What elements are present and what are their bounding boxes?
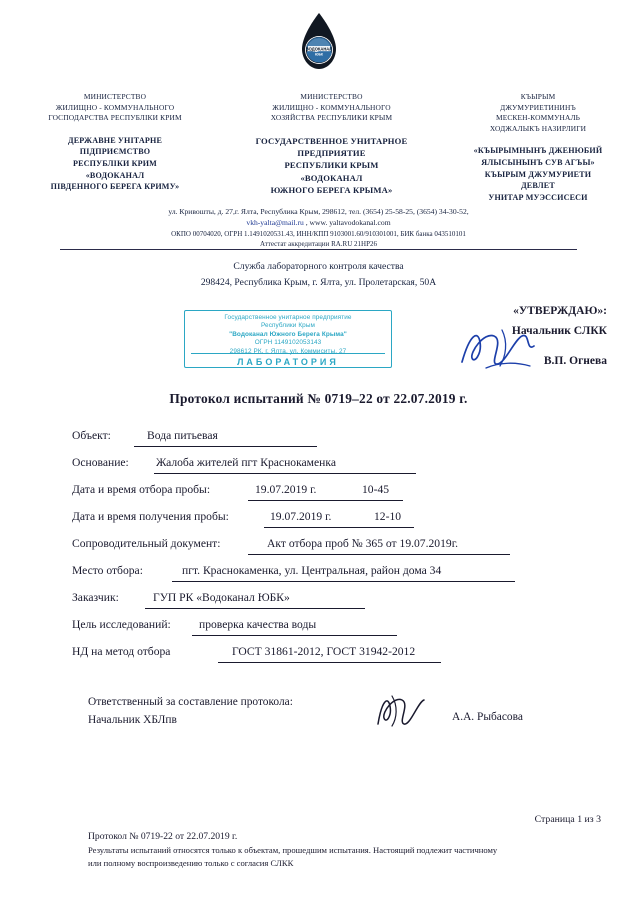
- enterprise-line-2: ЯЛЫСЫНЫНЪ СУВ АГЪЫ»: [481, 157, 595, 167]
- enterprise-line-1: «КЪЫРЫМНЫНЪ ДЖЕНЮБИЙ: [473, 146, 603, 156]
- stamp-line-4: ОГРН 1149102053143: [254, 339, 322, 347]
- enterprise-line-1: ДЕРЖАВНЕ УНІТАРНЕ: [67, 135, 162, 145]
- enterprise-line-2: ПІДПРИЄМСТВО: [79, 147, 151, 157]
- enterprise-line-4: ДЕВЛЕТ: [521, 181, 555, 191]
- contact-address: ул. Кривошты, д. 27,г. Ялта, Республика Крым, 298612, тел. (3654) 25-58-25, (3654) 34-30-52,: [168, 207, 469, 216]
- approval-title: «УТВЕРЖДАЮ»:: [513, 305, 607, 317]
- contact-email-line: [0, 217, 637, 228]
- company-logo: [0, 12, 637, 76]
- field-value: 19.07.2019 г.: [255, 483, 317, 496]
- field-value: ГУП РК «Водоканал ЮБК»: [153, 591, 290, 604]
- enterprise-line-5: ПІВДЕННОГО БЕРЕГА КРИМУ»: [50, 182, 180, 192]
- enterprise-line-5: ЮЖНОГО БЕРЕГА КРЫМА»: [270, 185, 393, 196]
- lab-service-block: [0, 259, 637, 291]
- ministry-line-2: ДЖУМУРИЕТИНИНЪ: [500, 102, 576, 112]
- enterprise-line-3: КЪЫРЫМ ДЖУМУРИЕТИ: [484, 169, 592, 179]
- ministry-line-3: МЕСКЕН-КОММУНАЛЬ: [495, 113, 581, 123]
- stamp-label: ЛАБОРАТОРИЯ: [237, 357, 339, 368]
- responsible-position: Начальник ХБЛпв: [88, 713, 177, 726]
- field-label: Сопроводительный документ:: [72, 537, 221, 550]
- field-row: [72, 454, 566, 481]
- contact-requisites: ОКПО 00704020, ОГРН 1.1491020531.43, ИНН/КПП 9103001.60/910301001, БИК банка 043510101: [171, 229, 466, 238]
- field-label: Место отбора:: [72, 564, 143, 577]
- field-label: Объект:: [72, 429, 111, 442]
- lab-service-address: 298424, Республика Крым, г. Ялта, ул. Пролетарская, 50А: [200, 276, 437, 288]
- field-row: [72, 643, 566, 670]
- field-value-time: 12-10: [374, 510, 402, 523]
- footer-note-line-2: или полному воспроизведению только с согласия СЛКК: [88, 858, 294, 869]
- water-drop-emblem-icon: [290, 12, 348, 76]
- enterprise-line-1: ГОСУДАРСТВЕННОЕ УНИТАРНОЕ: [255, 135, 408, 146]
- responsible-name: А.А. Рыбасова: [452, 711, 523, 723]
- responsible-block: [88, 694, 293, 729]
- responsible-signature: [370, 690, 430, 730]
- field-value: Акт отбора проб № 365 от 19.07.2019г.: [267, 537, 459, 550]
- website-text: , www. yaltavodokanal.com: [303, 218, 391, 228]
- ministry-line-1: МИНИСТЕРСТВО: [83, 92, 147, 101]
- field-value: пгт. Краснокаменка, ул. Центральная, район дома 34: [182, 564, 442, 577]
- field-row: [72, 508, 566, 535]
- ministry-line-2: ЖИЛИЩНО - КОММУНАЛЬНОГО: [55, 102, 175, 112]
- page-title: Протокол испытаний № 0719–22 от 22.07.2019 г.: [169, 391, 468, 406]
- letterhead-column-ukrainian: [30, 92, 200, 193]
- field-value: проверка качества воды: [199, 618, 317, 631]
- field-row: [72, 616, 566, 643]
- ministry-line-4: ХОДЖАЛЫКЪ НАЗИРЛИГИ: [489, 123, 587, 133]
- field-row: [72, 427, 566, 454]
- field-row: [72, 481, 566, 508]
- approver-position: Начальник СЛКК: [511, 324, 607, 337]
- field-value: Вода питьевая: [147, 429, 218, 442]
- accreditation-certificate: Аттестат аккредитации RA.RU 21НР26: [260, 240, 377, 249]
- enterprise-line-4: «ВОДОКАНАЛ: [85, 170, 145, 180]
- ministry-line-3: ГОСПОДАРСТВА РЕСПУБЛІКИ КРИМ: [48, 113, 182, 123]
- stamp-line-2: Республики Крым: [260, 322, 316, 330]
- field-label: Дата и время получения пробы:: [72, 510, 229, 523]
- svg-text:ЮБК: ЮБК: [314, 52, 323, 57]
- field-label: Цель исследований:: [72, 618, 171, 631]
- footer-note-line-1: Результаты испытаний относятся только к объектам, прошедшим испытания. Настоящий подлежит частичному: [88, 845, 498, 856]
- field-value-time: 10-45: [362, 483, 390, 496]
- stamp-line-1: Государственное унитарное предприятие: [224, 314, 352, 321]
- stamp-line-5: 298612 РК, г. Ялта, ул. Коммиситы, 27: [229, 347, 347, 355]
- svg-text:ВОДОКАНАЛ: ВОДОКАНАЛ: [305, 46, 332, 52]
- enterprise-line-3: РЕСПУБЛІКИ КРИМ: [73, 159, 157, 169]
- email-link[interactable]: vkh-yalta@mail.ru: [246, 218, 304, 228]
- responsible-title: Ответственный за составление протокола:: [88, 696, 293, 708]
- enterprise-line-2: ПРЕДПРИЯТИЕ: [297, 148, 366, 158]
- letterhead-column-crimean-tatar: [463, 92, 613, 204]
- field-label: Заказчик:: [72, 591, 119, 604]
- fields-list: [72, 427, 566, 670]
- letterhead-columns: [30, 92, 613, 204]
- letterhead-column-russian: [237, 92, 427, 197]
- enterprise-line-4: «ВОДОКАНАЛ: [300, 172, 363, 183]
- field-value: 19.07.2019 г.: [270, 510, 332, 523]
- field-label: НД на метод отбора: [72, 645, 171, 658]
- footer-block: [88, 830, 607, 870]
- field-value: ГОСТ 31861-2012, ГОСТ 31942-2012: [232, 645, 416, 658]
- approval-block: [512, 302, 607, 341]
- footer-protocol-ref: Протокол № 0719-22 от 22.07.2019 г.: [88, 831, 238, 842]
- ministry-line-1: КЪЫРЫМ: [520, 92, 556, 101]
- field-row: [72, 562, 566, 589]
- laboratory-stamp: [184, 310, 392, 368]
- enterprise-line-5: УНИТАР МУЭССИСЕСИ: [488, 193, 588, 202]
- lab-service-name: Служба лабораторного контроля качества: [233, 261, 404, 272]
- ministry-line-3: ХОЗЯЙСТВА РЕСПУБЛИКИ КРЫМ: [270, 113, 393, 123]
- contact-block: [0, 206, 637, 250]
- approver-name: В.П. Огнева: [543, 355, 607, 367]
- page-number: Страница 1 из 3: [534, 814, 601, 825]
- field-row: [72, 535, 566, 562]
- ministry-line-2: ЖИЛИЩНО - КОММУНАЛЬНОГО: [272, 102, 391, 112]
- field-row: [72, 589, 566, 616]
- field-value: Жалоба жителей пгт Краснокаменка: [156, 456, 336, 469]
- field-label: Основание:: [72, 456, 129, 469]
- stamp-line-3: "Водоканал Южного Берега Крыма": [229, 330, 347, 338]
- header-divider: [60, 249, 577, 250]
- field-label: Дата и время отбора пробы:: [72, 483, 211, 496]
- ministry-line-1: МИНИСТЕРСТВО: [300, 92, 363, 101]
- enterprise-line-3: РЕСПУБЛИКИ КРЫМ: [284, 160, 379, 171]
